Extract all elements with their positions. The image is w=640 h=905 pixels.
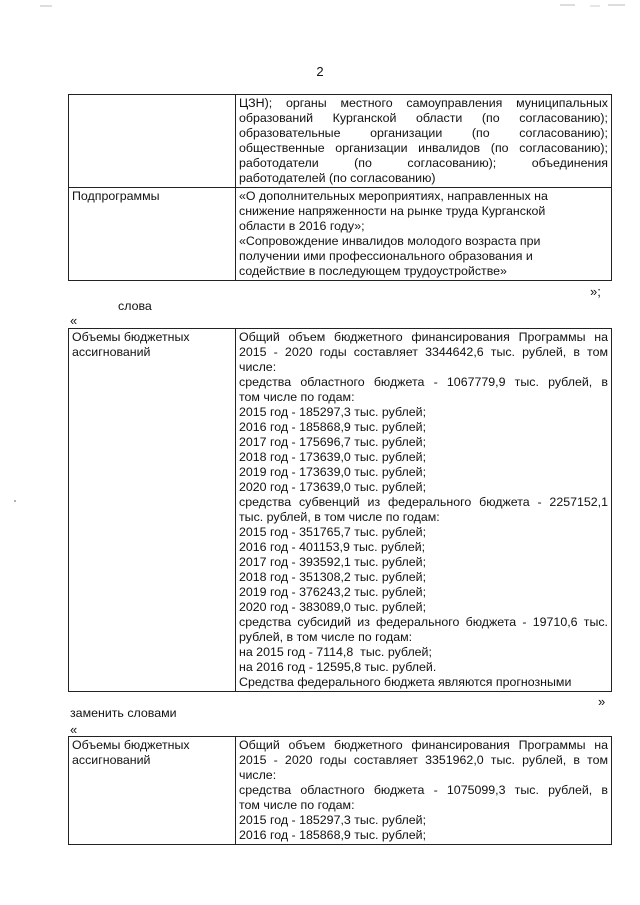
table-row bbox=[69, 329, 612, 692]
text-line: Средства федерального бюджета являются прогнозными bbox=[239, 675, 572, 689]
text-line: 2015 - 2020 годы составляет 3351962,0 тыс. рублей, в том bbox=[239, 753, 608, 767]
scan-marks bbox=[0, 0, 640, 12]
subprograms-label: Подпрограммы bbox=[69, 188, 236, 281]
scan-speck bbox=[14, 500, 16, 502]
text-line: 2020 год - 173639,0 тыс. рублей; bbox=[239, 480, 427, 494]
text-line: образований Курганской области (по согласованию); bbox=[239, 111, 608, 125]
page-number: 2 bbox=[316, 64, 324, 79]
text-line: 2019 год - 376243,2 тыс. рублей; bbox=[239, 585, 427, 599]
text-line: ассигнований bbox=[72, 345, 151, 359]
text-line: 2017 год - 393592,1 тыс. рублей; bbox=[239, 555, 427, 569]
text-line: 2016 год - 185868,9 тыс. рублей; bbox=[239, 828, 427, 842]
text-line: средства областного бюджета - 1067779,9 тыс. рублей, в bbox=[239, 375, 608, 389]
closing-quote-mark: »; bbox=[590, 284, 601, 299]
executors-cell bbox=[236, 95, 612, 188]
budget-value-cell bbox=[236, 329, 612, 692]
text-line: 2015 год - 351765,7 тыс. рублей; bbox=[239, 525, 427, 539]
budget-value-cell bbox=[236, 737, 612, 845]
text-line: том числе по годам: bbox=[239, 390, 355, 404]
label-zamenit-slovami: заменить словами bbox=[70, 706, 177, 720]
text-line: 2018 год - 351308,2 тыс. рублей; bbox=[239, 570, 427, 584]
text-line: Объемы бюджетных bbox=[72, 330, 190, 344]
old-budget-table bbox=[68, 328, 612, 692]
text-line: том числе по годам: bbox=[239, 798, 355, 812]
table-row bbox=[69, 188, 612, 281]
opening-quote-mark: « bbox=[70, 313, 78, 328]
text-line: 2017 год - 175696,7 тыс. рублей; bbox=[239, 435, 427, 449]
text-line: 2015 год - 185297,3 тыс. рублей; bbox=[239, 813, 427, 827]
text-line: средства субсидий из федерального бюджета - 19710,6 тыс. bbox=[239, 615, 608, 629]
text-line: на 2015 год - 7114,8 тыс. рублей; bbox=[239, 645, 432, 659]
text-line: тыс. рублей, в том числе по годам: bbox=[239, 510, 440, 524]
text-line: на 2016 год - 12595,8 тыс. рублей. bbox=[239, 660, 437, 674]
closing-quote-mark: » bbox=[598, 694, 606, 709]
opening-quote-mark: « bbox=[70, 722, 78, 737]
label-slova: слова bbox=[118, 299, 152, 313]
new-budget-table bbox=[68, 736, 612, 845]
text-line: содействие в последующем трудоустройстве» bbox=[239, 264, 507, 278]
text-line: общественные организации инвалидов (по согласованию); bbox=[239, 141, 608, 155]
text-line: 2015 - 2020 годы составляет 3344642,6 тыс. рублей, в том bbox=[239, 345, 608, 359]
text-line: Объемы бюджетных bbox=[72, 738, 190, 752]
budget-label-cell bbox=[69, 737, 236, 845]
budget-label-cell bbox=[69, 329, 236, 692]
text-line: «О дополнительных мероприятиях, направленных на bbox=[239, 189, 548, 203]
text-line: 2018 год - 173639,0 тыс. рублей; bbox=[239, 450, 427, 464]
executors-table bbox=[68, 94, 612, 281]
text-line: ассигнований bbox=[72, 753, 151, 767]
text-line: Общий объем бюджетного финансирования Программы на bbox=[239, 738, 608, 752]
text-line: 2016 год - 401153,9 тыс. рублей; bbox=[239, 540, 426, 554]
text-line: числе: bbox=[239, 768, 277, 782]
table-cell-empty bbox=[69, 95, 236, 188]
text-line: снижение напряженности на рынке труда Курганской bbox=[239, 204, 546, 218]
subprograms-cell bbox=[236, 188, 612, 281]
text-line: числе: bbox=[239, 360, 277, 374]
text-line: ЦЗН); органы местного самоуправления муниципальных bbox=[239, 96, 608, 110]
text-line: средства субвенций из федерального бюджета - 2257152,1 bbox=[239, 495, 608, 509]
text-line: рублей, в том числе по годам: bbox=[239, 630, 413, 644]
text-line: 2016 год - 185868,9 тыс. рублей; bbox=[239, 420, 427, 434]
text-line: 2015 год - 185297,3 тыс. рублей; bbox=[239, 405, 427, 419]
text-line: области в 2016 году»; bbox=[239, 219, 365, 233]
text-line: «Сопровождение инвалидов молодого возраста при bbox=[239, 234, 541, 248]
text-line: работодатели (по согласованию); объединения bbox=[239, 156, 608, 170]
text-line: Общий объем бюджетного финансирования Программы на bbox=[239, 330, 608, 344]
text-line: получении ими профессионального образования и bbox=[239, 249, 533, 263]
text-line: средства областного бюджета - 1075099,3 тыс. рублей, в bbox=[239, 783, 608, 797]
text-line: работодателей (по согласованию) bbox=[239, 171, 436, 185]
table-row bbox=[69, 737, 612, 845]
text-line: образовательные организации (по согласованию); bbox=[239, 126, 608, 140]
text-line: 2020 год - 383089,0 тыс. рублей; bbox=[239, 600, 427, 614]
text-line: 2019 год - 173639,0 тыс. рублей; bbox=[239, 465, 427, 479]
table-row bbox=[69, 95, 612, 188]
